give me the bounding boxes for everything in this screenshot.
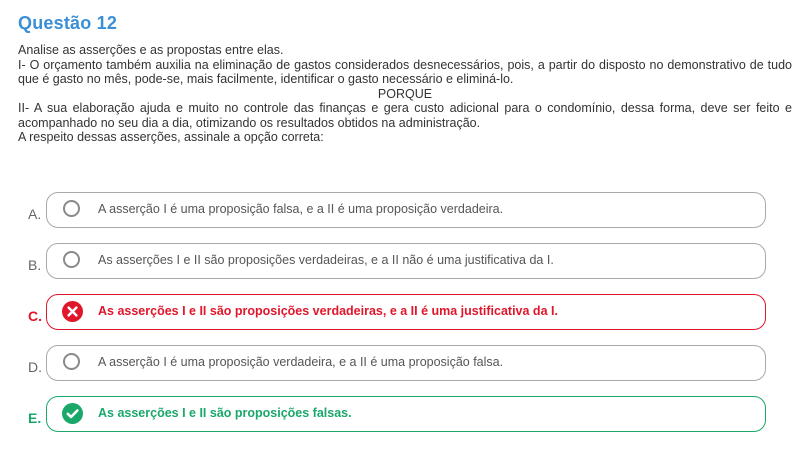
assertion-1: I- O orçamento também auxilia na eliminação de gastos considerados desnecessários, pois, a partir do disposto no demonstrativo de tudo que é gasto no mês, pode-se, mais facilmente, identificar o gasto necessário e eliminá-lo. [18, 57, 792, 86]
radio-empty-icon[interactable] [63, 353, 80, 370]
option-letter: E. [28, 410, 42, 426]
option-text: As asserções I e II são proposições verdadeiras, e a II não é uma justificativa da I. [98, 253, 554, 267]
option-e[interactable] [18, 396, 768, 432]
option-text: A asserção I é uma proposição falsa, e a II é uma proposição verdadeira. [98, 202, 504, 216]
option-c[interactable] [18, 294, 768, 330]
question-title: Questão 12 [18, 13, 118, 33]
assertion-2: II- A sua elaboração ajuda e muito no controle das finanças e gera custo adicional para o condomínio, dessa forma, deve ser feito e acompanhado no seu dia a dia, otimizando os resultados obtidos na administração. [18, 101, 792, 130]
option-a-box[interactable] [46, 192, 766, 228]
connector-porque: PORQUE [377, 86, 433, 101]
check-circle-icon [62, 403, 83, 424]
radio-empty-icon[interactable] [63, 200, 80, 217]
option-d-box[interactable] [46, 345, 766, 381]
question-intro: Analise as asserções e as propostas entre elas. [18, 43, 284, 57]
option-b-box[interactable] [46, 243, 766, 279]
option-letter: C. [28, 308, 42, 324]
option-c-box[interactable] [46, 294, 766, 330]
option-letter: D. [28, 359, 42, 375]
radio-empty-icon[interactable] [63, 251, 80, 268]
error-x-icon [62, 301, 83, 322]
option-e-box[interactable] [46, 396, 766, 432]
option-d[interactable] [18, 345, 768, 381]
question-statement [18, 43, 792, 145]
option-text: A asserção I é uma proposição verdadeira, e a II é uma proposição falsa. [98, 355, 504, 369]
question-prompt: A respeito dessas asserções, assinale a opção correta: [18, 130, 324, 144]
option-letter: A. [28, 206, 42, 222]
option-b[interactable] [18, 243, 768, 279]
option-a[interactable] [18, 192, 768, 228]
option-letter: B. [28, 257, 42, 273]
option-text: As asserções I e II são proposições falsas. [98, 406, 352, 420]
option-text: As asserções I e II são proposições verdadeiras, e a II é uma justificativa da I. [98, 304, 558, 318]
